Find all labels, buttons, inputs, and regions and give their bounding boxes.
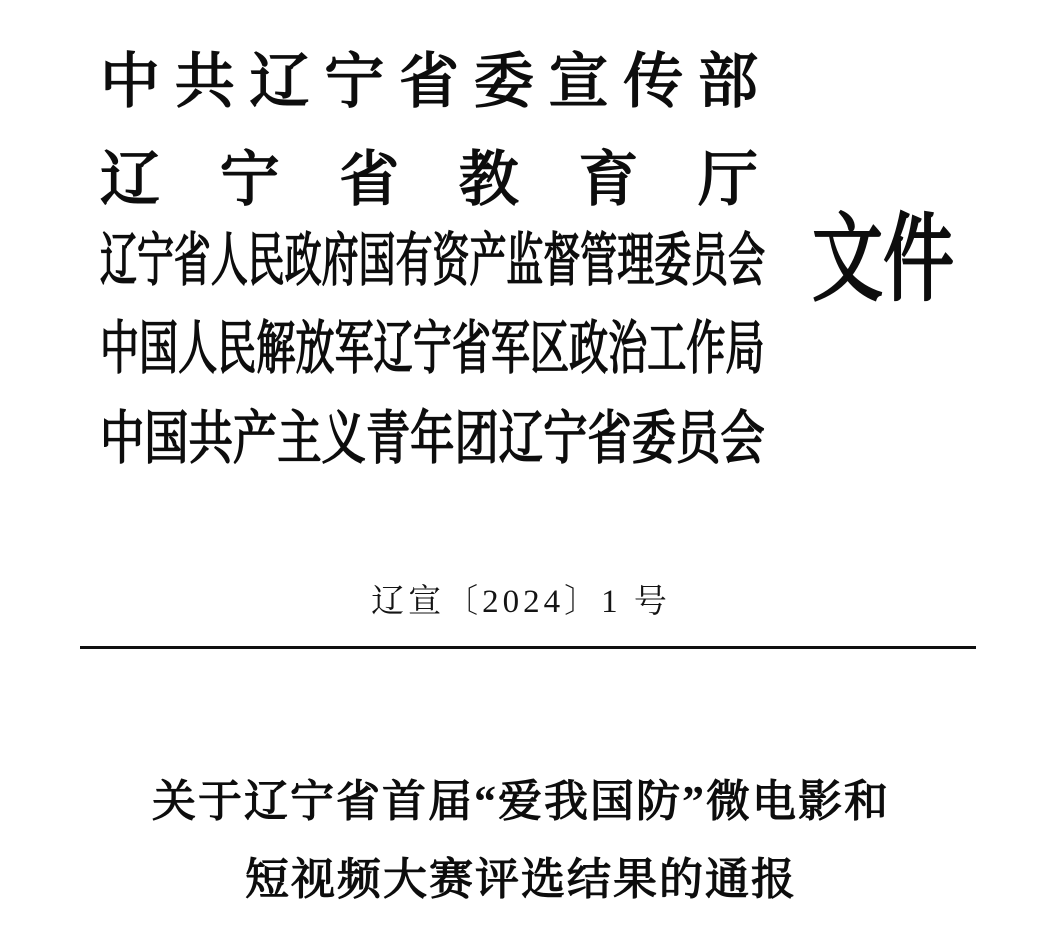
issuer-char: 省	[339, 147, 400, 213]
doc-number: 辽宣〔2024〕1 号	[371, 584, 671, 620]
issuer-char: 育	[578, 147, 639, 213]
issuer-char: 传	[623, 49, 684, 115]
doc-type-label: 文件	[812, 206, 955, 313]
issuer-char: 辽	[100, 147, 160, 213]
issuer-line-3: 辽宁省人民政府国有资产监督管理委员会	[100, 228, 766, 293]
issuer-line-5: 中国共产主义青年团辽宁省委员会	[100, 406, 765, 471]
issuer-char: 省	[399, 49, 459, 115]
issuer-char: 中	[100, 49, 160, 115]
issuer-char: 委	[473, 49, 534, 115]
issuer-char: 共	[174, 49, 235, 115]
issuer-char: 厅	[697, 147, 758, 213]
issuer-char: 教	[458, 147, 519, 213]
document-title-line-1: 关于辽宁省首届“爱我国防”微电影和	[152, 777, 890, 826]
issuer-char: 宣	[548, 49, 609, 115]
issuer-char: 辽	[249, 49, 310, 115]
issuer-char: 部	[698, 49, 758, 115]
document-title-line-2: 短视频大赛评选结果的通报	[245, 855, 797, 904]
issuer-line-1	[100, 49, 758, 115]
issuer-line-4: 中国人民解放军辽宁省军区政治工作局	[100, 316, 765, 381]
issuer-char: 宁	[324, 49, 385, 115]
issuer-char: 宁	[219, 147, 280, 213]
issuer-line-2	[100, 147, 758, 213]
separator-rule	[80, 646, 976, 649]
